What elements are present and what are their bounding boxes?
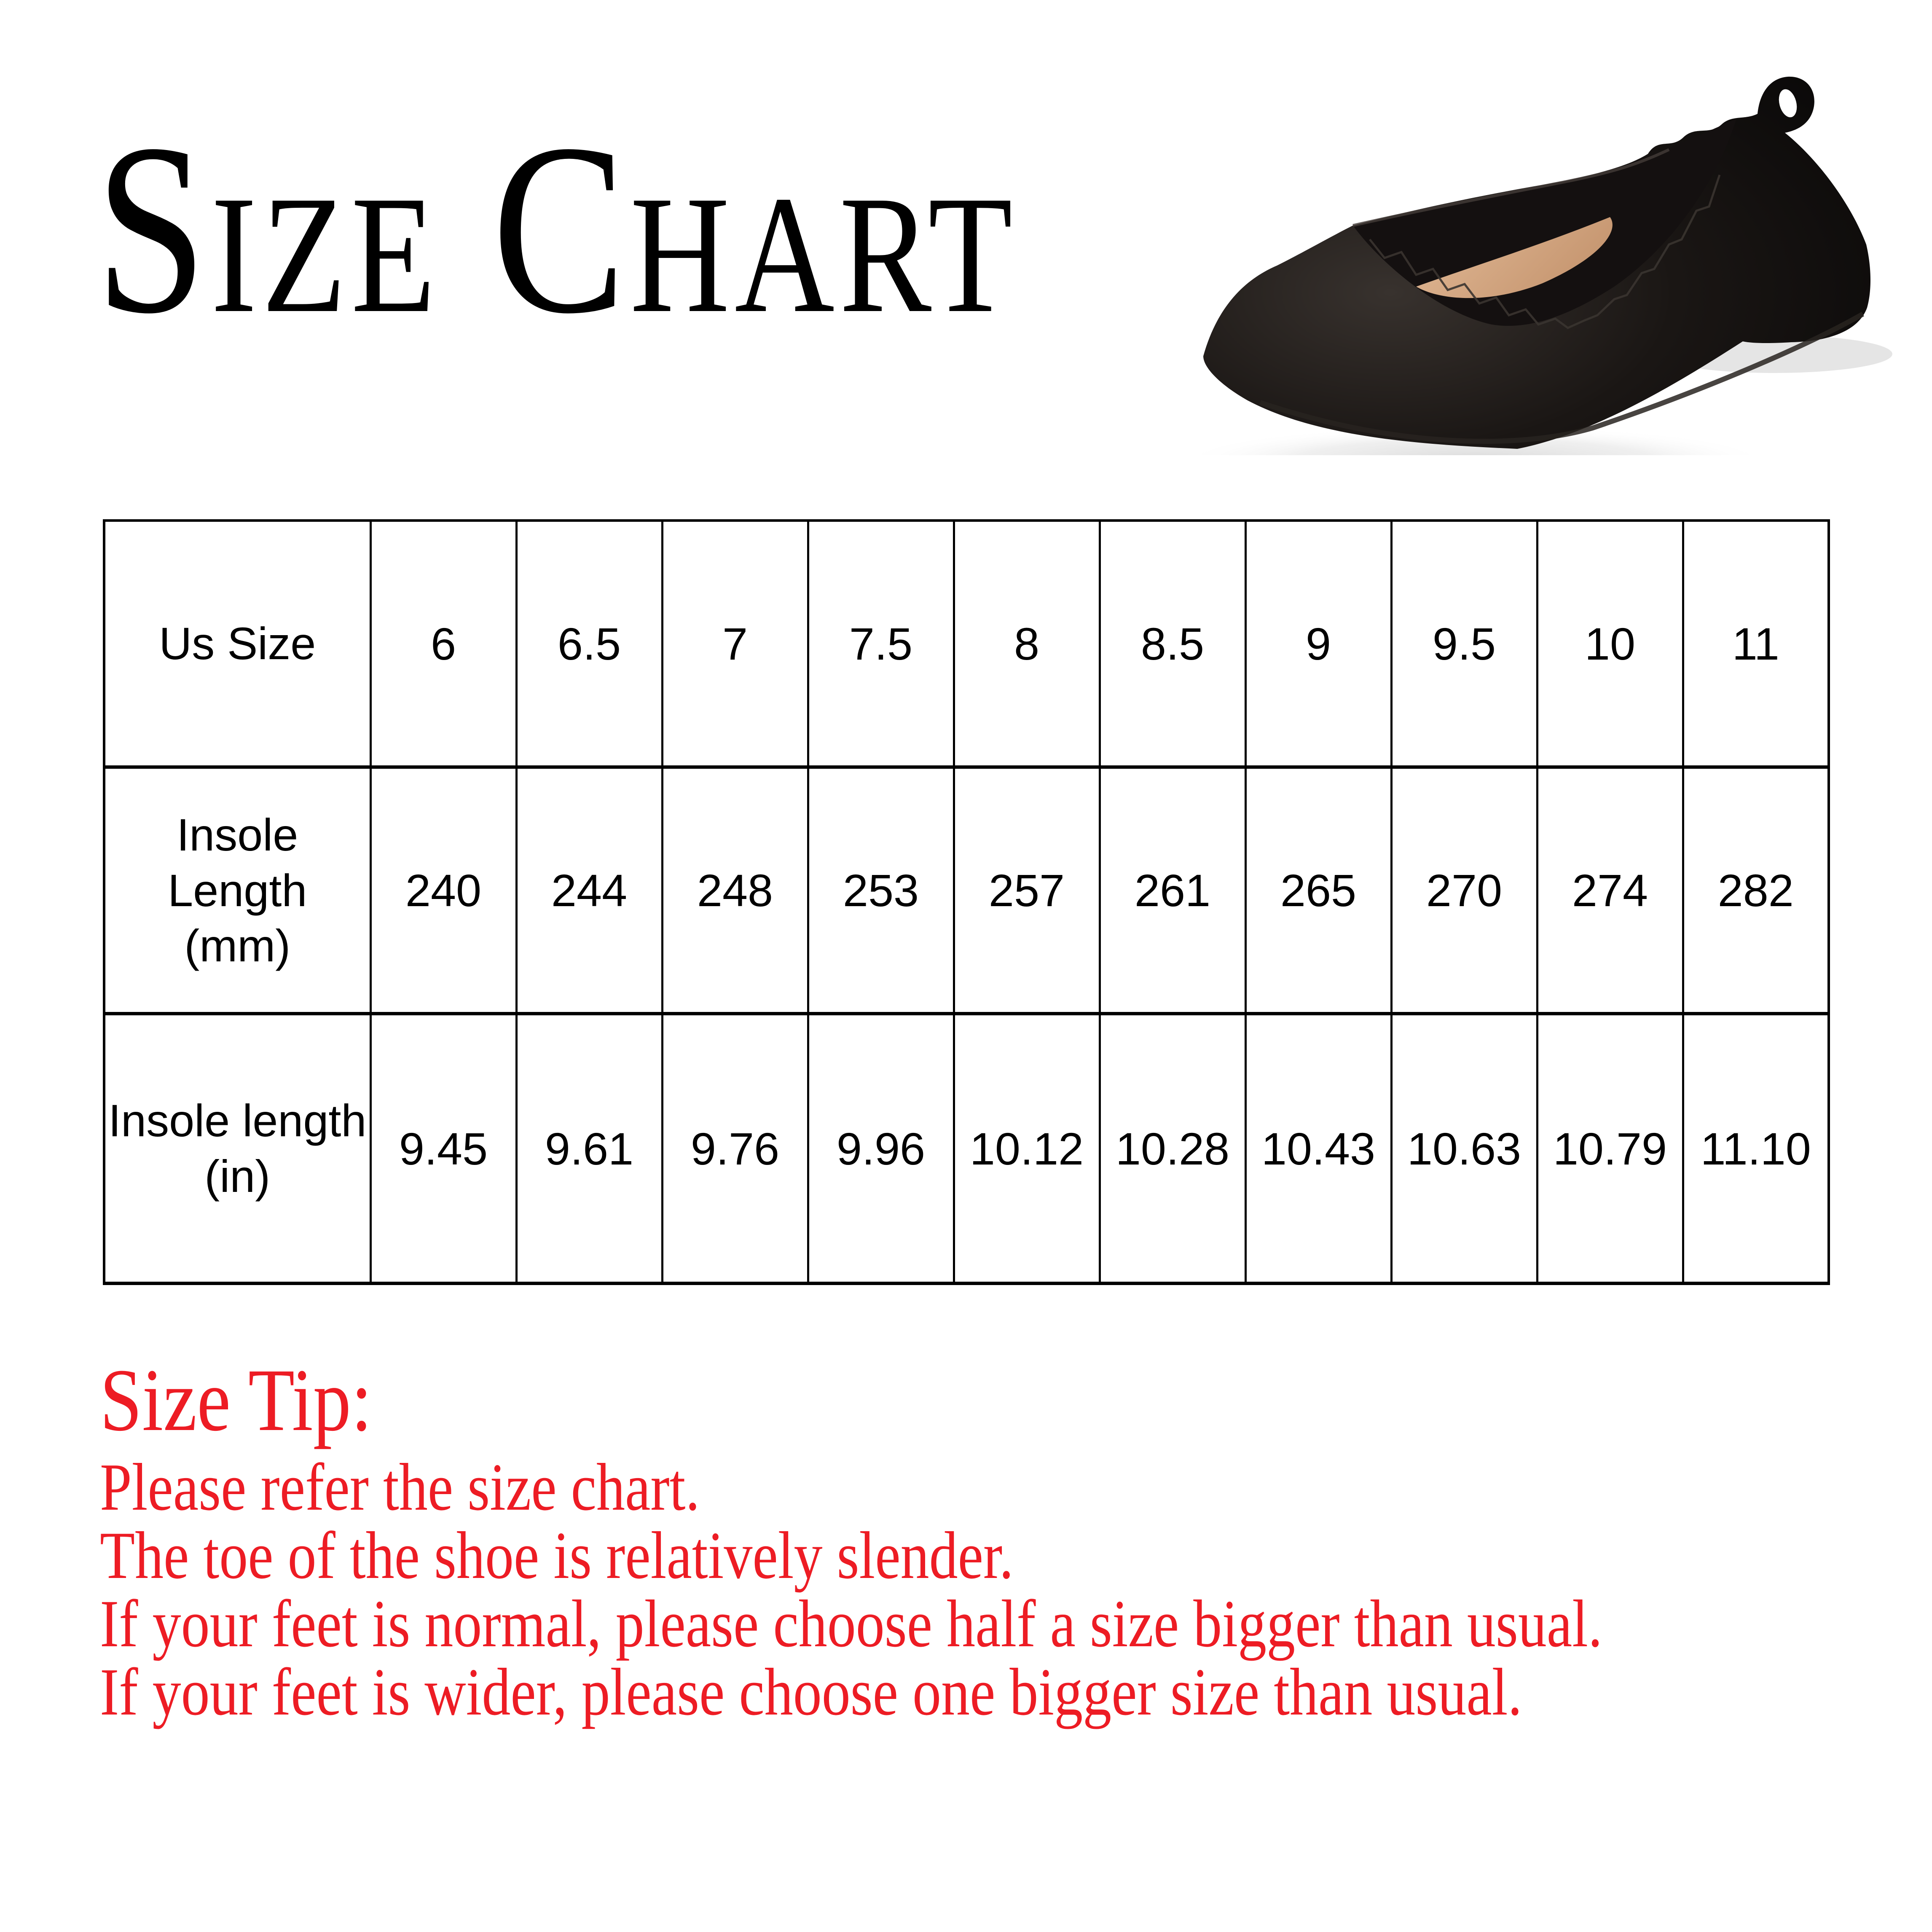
table-cell: 10.12 xyxy=(954,1014,1100,1283)
size-tip-section xyxy=(100,1350,1927,1729)
row-label-insole-in xyxy=(104,1014,370,1283)
size-tip-line: Please refer the size chart. xyxy=(100,1449,700,1524)
product-shoe-image xyxy=(1172,67,1913,455)
row-label-us-size xyxy=(104,521,370,767)
table-cell: 9.5 xyxy=(1391,521,1537,767)
table-cell: 10.28 xyxy=(1100,1014,1245,1283)
table-cell: 9.61 xyxy=(516,1014,662,1283)
table-cell: 10 xyxy=(1537,521,1683,767)
table-cell: 6.5 xyxy=(516,521,662,767)
table-cell: 10.63 xyxy=(1391,1014,1537,1283)
table-cell: 9.96 xyxy=(808,1014,954,1283)
table-cell: 9.76 xyxy=(662,1014,808,1283)
row-label-line1: Insole length xyxy=(108,1095,367,1146)
row-label-insole-mm xyxy=(104,767,370,1014)
table-cell: 9.45 xyxy=(370,1014,516,1283)
page-title xyxy=(95,94,1017,432)
table-cell: 10.43 xyxy=(1245,1014,1391,1283)
table-cell: 7.5 xyxy=(808,521,954,767)
table-cell: 240 xyxy=(370,767,516,1014)
table-cell: 282 xyxy=(1683,767,1829,1014)
table-cell: 248 xyxy=(662,767,808,1014)
size-tip-line: If your feet is normal, please choose half a size bigger than usual. xyxy=(100,1586,1602,1661)
table-cell: 261 xyxy=(1100,767,1245,1014)
size-tip-line: If your feet is wider, please choose one bigger size than usual. xyxy=(100,1654,1522,1729)
row-label-line2: (mm) xyxy=(184,920,291,971)
title-word1-rest: IZE xyxy=(211,161,440,348)
title-word1-initial: S xyxy=(95,94,211,364)
table-row-insole-mm xyxy=(104,767,1829,1014)
table-cell: 265 xyxy=(1245,767,1391,1014)
title-word2-rest: HART xyxy=(630,161,1017,348)
row-label-line1: Insole Length xyxy=(168,809,307,916)
ballet-flat-shoe-icon xyxy=(1172,67,1913,455)
table-cell: 11.10 xyxy=(1683,1014,1829,1283)
table-cell: 6 xyxy=(370,521,516,767)
row-label-line2: (in) xyxy=(204,1151,271,1202)
table-row-us-size xyxy=(104,521,1829,767)
table-cell: 270 xyxy=(1391,767,1537,1014)
table-cell: 257 xyxy=(954,767,1100,1014)
table-cell: 274 xyxy=(1537,767,1683,1014)
table-cell: 244 xyxy=(516,767,662,1014)
table-cell: 253 xyxy=(808,767,954,1014)
table-row-insole-in xyxy=(104,1014,1829,1283)
size-table xyxy=(103,519,1830,1285)
table-cell: 9 xyxy=(1245,521,1391,767)
table-cell: 10.79 xyxy=(1537,1014,1683,1283)
size-tip-heading: Size Tip: xyxy=(100,1350,373,1449)
title-word2-initial: C xyxy=(492,94,630,364)
table-cell: 8 xyxy=(954,521,1100,767)
table-cell: 7 xyxy=(662,521,808,767)
table-cell: 8.5 xyxy=(1100,521,1245,767)
row-label-line1: Us Size xyxy=(159,618,316,669)
table-cell: 11 xyxy=(1683,521,1829,767)
size-tip-line: The toe of the shoe is relatively slender. xyxy=(100,1518,1014,1593)
